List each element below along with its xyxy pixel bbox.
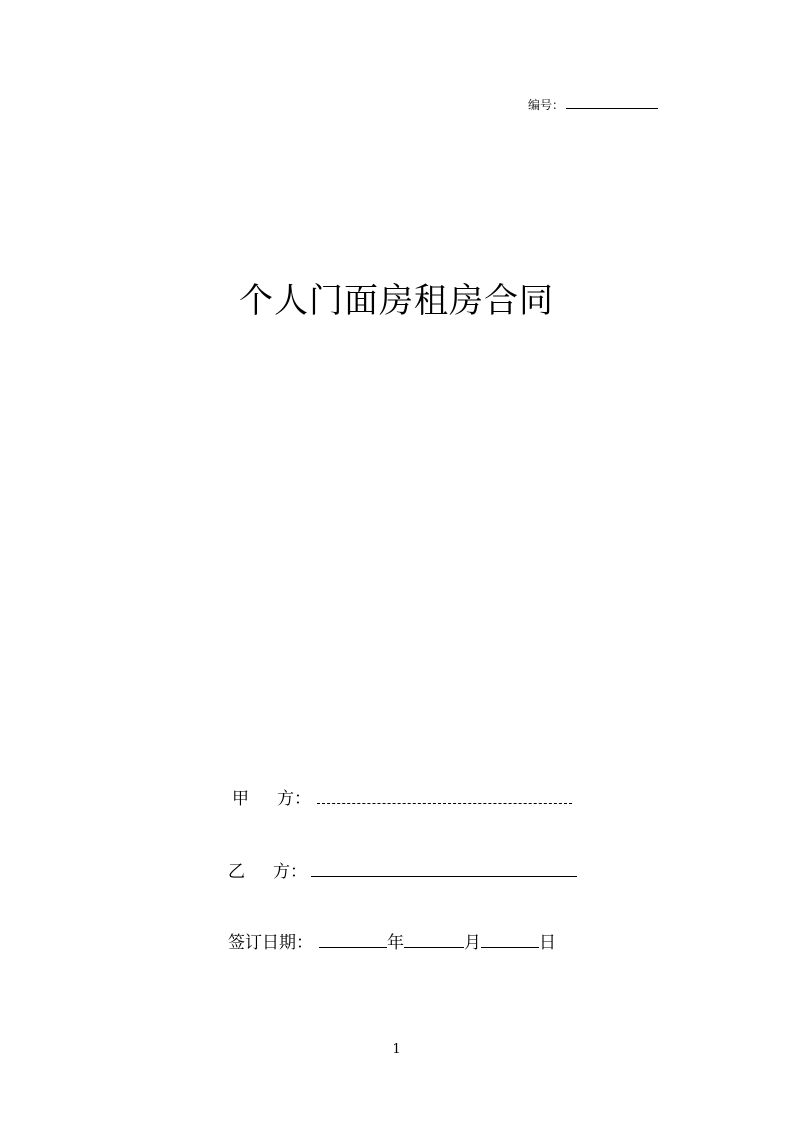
sign-date-label: 签订日期： xyxy=(228,933,313,953)
party-a-label-second: 方： xyxy=(277,789,311,809)
sign-month-unit: 月 xyxy=(464,933,481,953)
document-title: 个人门面房租房合同 xyxy=(239,281,554,321)
sign-date-field xyxy=(228,931,556,954)
party-b-blank[interactable] xyxy=(311,860,577,877)
serial-number xyxy=(528,96,658,113)
party-a-blank[interactable] xyxy=(317,787,572,804)
sign-year-blank[interactable] xyxy=(319,931,387,948)
party-a-label-first: 甲 xyxy=(232,789,249,809)
party-b-field xyxy=(228,860,577,883)
sign-day-blank[interactable] xyxy=(481,931,539,948)
sign-month-blank[interactable] xyxy=(404,931,464,948)
serial-number-blank[interactable] xyxy=(566,96,658,109)
serial-number-label: 编号： xyxy=(528,98,565,112)
sign-day-unit: 日 xyxy=(539,933,556,953)
party-a-field xyxy=(232,787,572,810)
party-b-label-first: 乙 xyxy=(228,862,245,882)
party-b-label-second: 方： xyxy=(273,862,307,882)
sign-year-unit: 年 xyxy=(387,933,404,953)
page-number: 1 xyxy=(392,1042,401,1057)
